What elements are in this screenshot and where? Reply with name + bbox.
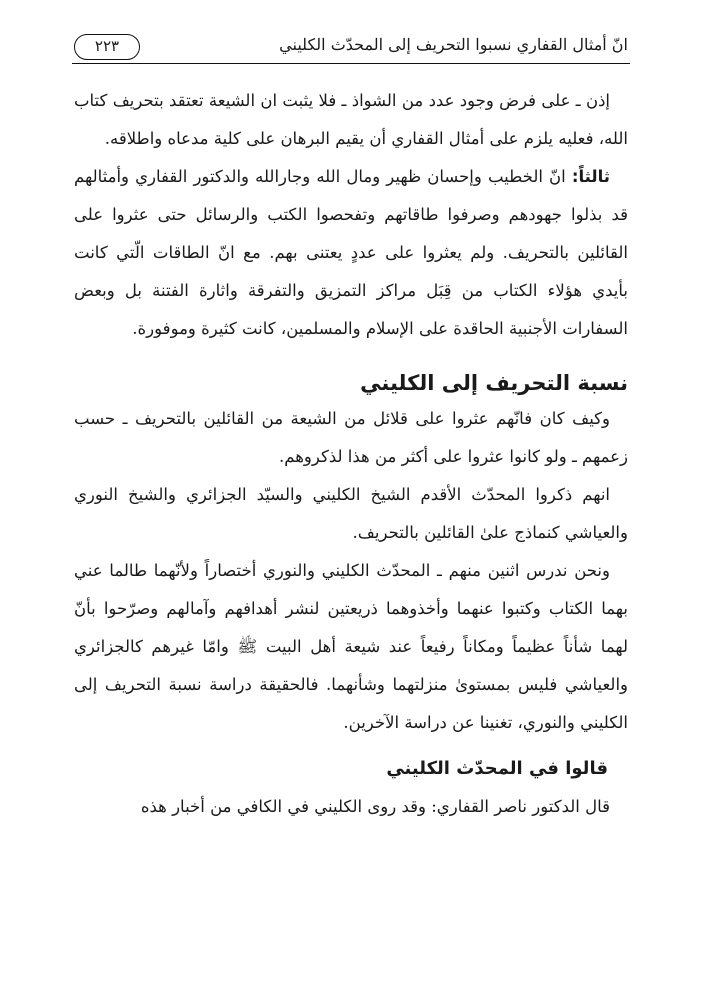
paragraph-thirdly-text: انّ الخطيب وإحسان ظهير ومال الله وجارالله والدكتور القفاري وأمثالهم قد بذلوا جهودهم وصرفوا طاقاتهم وتفحصوا الكتب والرسائل حتى عثروا على القائلين بالتحريف. ولم يعثروا على عددٍ يعتنى بهم. مع انّ الطاقات الّتي كانت بأيدي هؤلاء الكتاب من قِبَل مراكز التمزيق والتفرقة واثارة الفتنة بل وبعض السفارات الأجنبية الحاقدة على الإسلام والمسلمين، كانت كثيرة وموفورة. <box>74 167 628 338</box>
subsection-heading: قالوا في المحدّث الكليني <box>386 758 608 779</box>
running-title: انّ أمثال القفاري نسبوا التحريف إلى المحدّث الكليني <box>279 35 628 54</box>
section-paragraph-1: وكيف كان فانّهم عثروا على قلائل من الشيعة من القائلين بالتحريف ـ حسب زعمهم ـ ولو كانوا عثروا على أكثر من هذا لذكروهم. <box>74 409 628 466</box>
section-paragraph-2: انهم ذكروا المحدّث الأقدم الشيخ الكليني والسيّد الجزائري والشيخ النوري والعياشي كنماذج علىٰ القائلين بالتحريف. <box>74 485 628 542</box>
page-body <box>74 82 628 826</box>
paragraph-thirdly <box>74 158 628 348</box>
header-divider <box>72 63 630 64</box>
paragraph-conclusion: إذن ـ على فرض وجود عدد من الشواذ ـ فلا يثبت ان الشيعة تعتقد بتحريف كتاب الله، فعليه يلزم على أمثال القفاري أن يقيم البرهان على كلية مدعاه واطلاقه. <box>74 91 628 148</box>
section-heading: نسبة التحريف إلى الكليني <box>360 371 628 395</box>
page-number-badge: ٢٢٣ <box>74 34 140 60</box>
running-header <box>72 30 630 64</box>
subsection-paragraph-1: قال الدكتور ناصر القفاري: وقد روى الكليني في الكافي من أخبار هذه <box>140 797 610 816</box>
section-paragraph-3: ونحن ندرس اثنين منهم ـ المحدّث الكليني والنوري أختصاراً ولأنّهما طالما عني بهما الكتاب وكتبوا عنهما وأخذوهما ذريعتين لنشر أهدافهم وآمالهم وصرّحوا بأنّ لهما شأناً عظيماً ومكاناً رفيعاً عند شيعة أهل البيت ﷺ وامّا غيرهم كالجزائري والعياشي فليس بمستوىٰ منزلتهما وشأنهما. فالحقيقة دراسة نسبة التحريف إلى الكليني والنوري، تغنينا عن دراسة الآخرين. <box>74 561 628 732</box>
paragraph-lead-label: ثالثاً: <box>571 167 610 186</box>
